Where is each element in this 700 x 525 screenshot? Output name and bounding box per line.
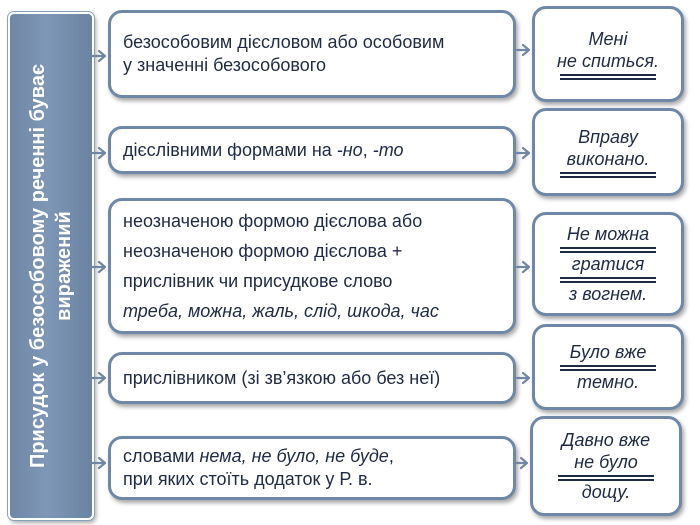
example-box — [532, 324, 684, 410]
arrow-right-icon — [90, 49, 108, 63]
condition-fragment: , — [388, 446, 394, 466]
condition-fragment: словами — [123, 446, 200, 466]
example-text: темно. — [576, 372, 640, 392]
predicate-text: Було вже — [569, 342, 647, 362]
condition-box — [108, 352, 516, 404]
example-box — [532, 108, 684, 196]
double-underline — [560, 365, 656, 367]
arrow-right-icon — [516, 456, 530, 470]
arrow-right-icon — [90, 260, 108, 274]
condition-fragment: нема, не було, не буде — [199, 446, 389, 466]
predicate-text: не спиться. — [557, 51, 659, 71]
double-underline — [560, 74, 656, 76]
predicate-text: Не можна — [566, 224, 650, 244]
condition-text — [123, 445, 501, 491]
example-text: дощу. — [581, 482, 631, 502]
example-box — [532, 212, 684, 316]
example-text: Давно вже — [561, 430, 651, 450]
condition-fragment: треба, можна, жаль, слід, шкода, час — [123, 301, 439, 321]
double-underline — [560, 247, 656, 249]
diagram-title: Присудок у безособовому реченні буває виражений — [27, 63, 75, 469]
condition-fragment: прислівник чи присудкове слово — [123, 271, 393, 291]
example-text: Вправу — [578, 127, 638, 147]
condition-fragment: безособовим дієсловом або особовим — [123, 32, 445, 52]
condition-box — [108, 126, 516, 174]
condition-box — [108, 436, 516, 500]
condition-fragment: неозначеною формою дієслова + — [123, 241, 403, 261]
title-panel — [8, 12, 94, 520]
arrow-right-icon — [90, 146, 108, 160]
condition-text — [123, 367, 501, 390]
arrow-right-icon — [90, 456, 108, 470]
condition-fragment: -но — [336, 139, 363, 160]
example-box — [532, 6, 684, 102]
condition-text — [123, 31, 501, 77]
predicate-text: виконано. — [566, 149, 650, 169]
condition-box — [108, 198, 516, 334]
arrow-right-icon — [516, 371, 532, 385]
arrow-right-icon — [90, 371, 108, 385]
example-text: Мені — [588, 29, 628, 49]
example-text: з вогнем. — [568, 284, 648, 304]
condition-fragment: прислівником (зі зв’язкою або без неї) — [123, 367, 441, 388]
condition-text — [123, 139, 501, 162]
double-underline — [560, 172, 656, 174]
condition-fragment: дієслівними формами на — [123, 139, 337, 160]
arrow-right-icon — [516, 260, 532, 274]
double-underline — [558, 475, 654, 477]
condition-fragment: у значенні безособового — [123, 55, 326, 75]
double-underline — [560, 176, 656, 178]
condition-fragment: , — [362, 139, 373, 160]
example-box — [530, 416, 682, 516]
double-underline — [560, 277, 656, 279]
predicate-text: гратися — [571, 254, 645, 274]
condition-text — [123, 206, 501, 326]
condition-fragment: неозначеною формою дієслова або — [123, 211, 423, 231]
condition-fragment: при яких стоїть додаток у Р. в. — [123, 469, 373, 489]
arrow-right-icon — [516, 146, 532, 160]
double-underline — [560, 78, 656, 80]
condition-box — [108, 10, 516, 98]
predicate-text: не було — [574, 452, 638, 472]
arrow-right-icon — [516, 43, 532, 57]
condition-fragment: -то — [372, 139, 404, 160]
